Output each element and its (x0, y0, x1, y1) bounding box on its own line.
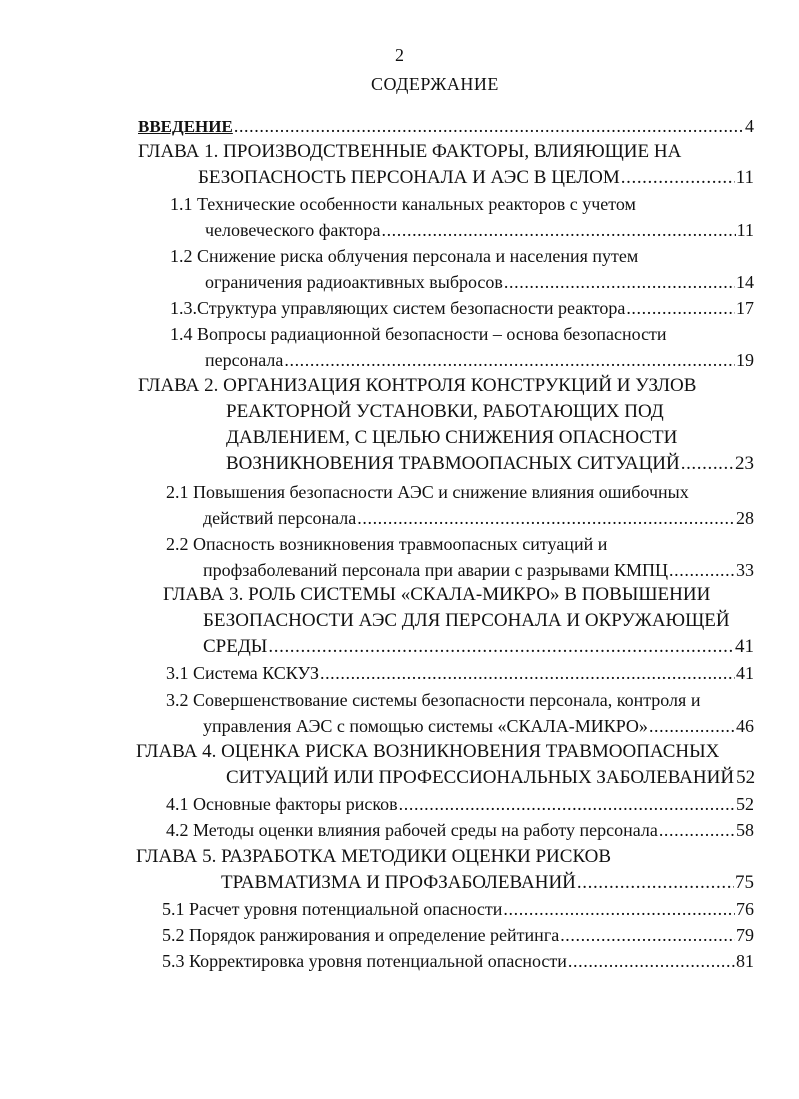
chapter-4-title-line-2: СИТУАЦИЙ ИЛИ ПРОФЕССИОНАЛЬНЫХ ЗАБОЛЕВАНИЙ (226, 767, 735, 788)
section-2-1-line-2: действий персонала (203, 508, 357, 528)
chapter-1-title-line-1: ГЛАВА 1. ПРОИЗВОДСТВЕННЫЕ ФАКТОРЫ, ВЛИЯЮЩИЕ НА (138, 141, 682, 162)
toc-page-number: 23 (735, 453, 754, 474)
chapter-3-title-line-3: СРЕДЫ (203, 636, 268, 657)
toc-entry-3-1[interactable] (166, 661, 754, 685)
page-number: 2 (395, 45, 404, 65)
toc-page-number: 52 (736, 767, 756, 788)
toc-entry-1-2[interactable] (205, 270, 754, 294)
toc-page-number: 76 (736, 899, 754, 919)
dot-leader (268, 635, 734, 659)
dot-leader (626, 296, 735, 320)
toc-entry-chapter-5[interactable] (221, 871, 754, 895)
toc-page-number: 81 (736, 951, 754, 971)
chapter-2-title-line-4: ВОЗНИКНОВЕНИЯ ТРАВМООПАСНЫХ СИТУАЦИЙ (226, 453, 680, 474)
toc-entry-chapter-2[interactable] (226, 452, 754, 476)
section-3-2-line-2: управления АЭС с помощью системы «СКАЛА-МИКРО» (203, 716, 648, 736)
chapter-2-title-line-1: ГЛАВА 2. ОРГАНИЗАЦИЯ КОНТРОЛЯ КОНСТРУКЦИЙ И УЗЛОВ (138, 375, 697, 396)
toc-page-number: 79 (736, 925, 754, 945)
section-2-2-line-2: профзаболеваний персонала при аварии с разрывами КМПЦ (203, 560, 669, 580)
section-1-2-line-1: 1.2 Снижение риска облучения персонала и населения путем (170, 246, 639, 266)
dot-leader (504, 270, 735, 294)
toc-entry-5-1[interactable] (162, 897, 754, 921)
section-5-3-line-1: 5.3 Корректировка уровня потенциальной опасности (162, 951, 567, 971)
chapter-4-title-line-1: ГЛАВА 4. ОЦЕНКА РИСКА ВОЗНИКНОВЕНИЯ ТРАВМООПАСНЫХ (136, 741, 720, 762)
dot-leader (649, 714, 735, 738)
toc-page-number: 52 (736, 794, 754, 814)
section-1-4-line-1: 1.4 Вопросы радиационной безопасности – основа безопасности (170, 324, 667, 344)
toc-entry-label: ВВЕДЕНИЕ (138, 117, 233, 136)
section-2-2-line-1: 2.2 Опасность возникновения травмоопасных ситуаций и (166, 534, 608, 554)
section-1-3-line-1: 1.3.Структура управляющих систем безопасности реактора (170, 298, 626, 318)
dot-leader (560, 923, 735, 947)
dot-leader (568, 949, 735, 973)
toc-page-number: 46 (736, 716, 754, 736)
toc-page-number: 58 (736, 820, 754, 840)
dot-leader (503, 897, 735, 921)
section-1-2-line-2: ограничения радиоактивных выбросов (205, 272, 503, 292)
toc-page-number: 17 (736, 298, 754, 318)
dot-leader (577, 871, 734, 895)
toc-entry-chapter-4[interactable] (226, 766, 754, 790)
toc-entry-1-1[interactable] (205, 218, 754, 242)
chapter-3-title-line-1: ГЛАВА 3. РОЛЬ СИСТЕМЫ «СКАЛА-МИКРО» В ПОВЫШЕНИИ (163, 584, 711, 605)
chapter-1-title-line-2: БЕЗОПАСНОСТЬ ПЕРСОНАЛА И АЭС В ЦЕЛОМ (198, 167, 620, 188)
toc-page-number: 75 (735, 872, 754, 893)
dot-leader (357, 506, 735, 530)
toc-entry-3-2[interactable] (203, 714, 754, 738)
section-5-2-line-1: 5.2 Порядок ранжирования и определение рейтинга (162, 925, 560, 945)
dot-leader (234, 114, 744, 138)
dot-leader (621, 166, 735, 190)
toc-entry-2-2[interactable] (203, 558, 754, 582)
toc-page-number: 19 (736, 350, 754, 370)
toc-entry-4-1[interactable] (166, 792, 754, 816)
section-1-1-line-2: человеческого фактора (205, 220, 381, 240)
toc-page-number: 11 (735, 167, 754, 188)
chapter-2-title-line-2: РЕАКТОРНОЙ УСТАНОВКИ, РАБОТАЮЩИХ ПОД (226, 401, 664, 422)
toc-entry-1-4[interactable] (205, 348, 754, 372)
toc-title: СОДЕРЖАНИЕ (371, 74, 499, 94)
section-3-1-line-1: 3.1 Система КСКУЗ (166, 663, 319, 683)
toc-page-number: 11 (736, 220, 754, 240)
chapter-2-title-line-3: ДАВЛЕНИЕМ, С ЦЕЛЬЮ СНИЖЕНИЯ ОПАСНОСТИ (226, 427, 678, 448)
dot-leader (399, 792, 735, 816)
section-2-1-line-1: 2.1 Повышения безопасности АЭС и снижение влияния ошибочных (166, 482, 689, 502)
dot-leader (659, 818, 735, 842)
section-1-1-line-1: 1.1 Технические особенности канальных реакторов с учетом (170, 194, 636, 214)
dot-leader (320, 661, 735, 685)
chapter-5-title-line-1: ГЛАВА 5. РАЗРАБОТКА МЕТОДИКИ ОЦЕНКИ РИСКОВ (136, 846, 612, 867)
toc-entry-5-3[interactable] (162, 949, 754, 973)
section-1-4-line-2: персонала (205, 350, 284, 370)
toc-entry-intro[interactable] (138, 114, 754, 138)
chapter-5-title-line-2: ТРАВМАТИЗМА И ПРОФЗАБОЛЕВАНИЙ (221, 872, 576, 893)
section-5-1-line-1: 5.1 Расчет уровня потенциальной опасности (162, 899, 503, 919)
chapter-3-title-line-2: БЕЗОПАСНОСТИ АЭС ДЛЯ ПЕРСОНАЛА И ОКРУЖАЮЩЕЙ (203, 610, 730, 631)
dot-leader (284, 348, 735, 372)
dot-leader (681, 452, 734, 476)
toc-entry-chapter-3[interactable] (203, 635, 754, 659)
dot-leader (669, 558, 735, 582)
toc-page-number: 41 (736, 663, 754, 683)
toc-page-number: 41 (735, 636, 754, 657)
dot-leader (381, 218, 735, 242)
toc-page-number: 28 (736, 508, 754, 528)
toc-page-number: 4 (745, 116, 754, 136)
toc-entry-2-1[interactable] (203, 506, 754, 530)
toc-entry-4-2[interactable] (166, 818, 754, 842)
section-4-1-line-1: 4.1 Основные факторы рисков (166, 794, 398, 814)
section-4-2-line-1: 4.2 Методы оценки влияния рабочей среды на работу персонала (166, 820, 658, 840)
toc-page-number: 14 (736, 272, 754, 292)
section-3-2-line-1: 3.2 Совершенствование системы безопасности персонала, контроля и (166, 690, 701, 710)
toc-entry-5-2[interactable] (162, 923, 754, 947)
toc-entry-chapter-1[interactable] (198, 166, 754, 190)
toc-entry-1-3[interactable] (170, 296, 754, 320)
toc-page-number: 33 (736, 560, 754, 580)
